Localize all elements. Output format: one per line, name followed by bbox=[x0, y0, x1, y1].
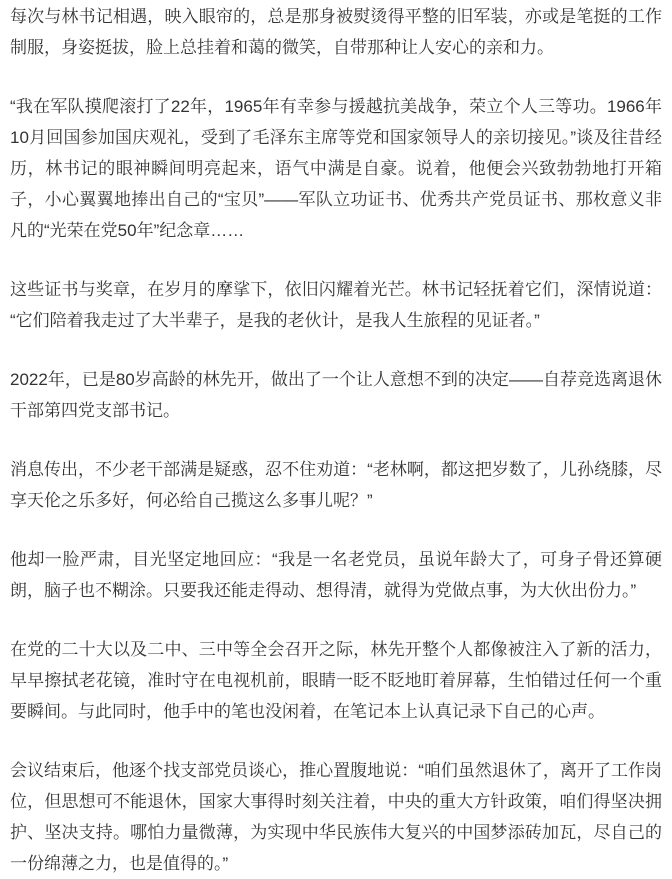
paragraph-intro: 每次与林书记相遇，映入眼帘的，总是那身被熨烫得平整的旧军装，亦或是笔挺的工作制服，身姿挺拔，脸上总挂着和蔼的微笑，自带那种让人安心的亲和力。 bbox=[10, 7, 662, 57]
paragraph-heart-to-heart: 会议结束后，他逐个找支部党员谈心，推心置腹地说：“咱们虽然退休了，离开了工作岗位，但思想可不能退休，国家大事得时刻关注着，中央的重大方针政策，咱们得坚决拥护、坚决支持。哪怕力量微薄，为实现中华民族伟大复兴的中国梦添砖加瓦，尽自己的一份绵薄之力，也是值得的。” bbox=[10, 761, 662, 873]
paragraph-reply: 他却一脸严肃，目光坚定地回应：“我是一名老党员，虽说年龄大了，可身子骨还算硬朗，脑子也不糊涂。只要我还能走得动、想得清，就得为党做点事，为大伙出份力。” bbox=[10, 550, 662, 600]
paragraph-certificates: 这些证书与奖章，在岁月的摩挲下，依旧闪耀着光芒。林书记轻抚着它们，深情说道：“它们陪着我走过了大半辈子，是我的老伙计，是我人生旅程的见证者。” bbox=[10, 280, 662, 330]
paragraph-congress-watching: 在党的二十大以及二中、三中等全会召开之际，林先开整个人都像被注入了新的活力，早早擦拭老花镜，准时守在电视机前，眼睛一眨不眨地盯着屏幕，生怕错过任何一个重要瞬间。与此同时，他手中的笔也没闲着，在笔记本上认真记录下自己的心声。 bbox=[10, 640, 662, 721]
paragraph-army-memories: “我在军队摸爬滚打了22年，1965年有幸参与援越抗美战争，荣立个人三等功。1966年10月回国参加国庆观礼，受到了毛泽东主席等党和国家领导人的亲切接见。”谈及往昔经历，林书记的眼神瞬间明亮起来，语气中满是自豪。说着，他便会兴致勃勃地打开箱子，小心翼翼地捧出自己的“宝贝”——军队立功证书、优秀共产党员证书、那枚意义非凡的“光荣在党50年”纪念章…… bbox=[10, 97, 662, 240]
paragraph-doubts: 消息传出，不少老干部满是疑惑，忍不住劝道：“老林啊，都这把岁数了，儿孙绕膝，尽享天伦之乐多好，何必给自己揽这么多事儿呢？” bbox=[10, 460, 662, 510]
paragraph-2022-decision: 2022年，已是80岁高龄的林先开，做出了一个让人意想不到的决定——自荐竞选离退休干部第四党支部书记。 bbox=[10, 370, 662, 420]
